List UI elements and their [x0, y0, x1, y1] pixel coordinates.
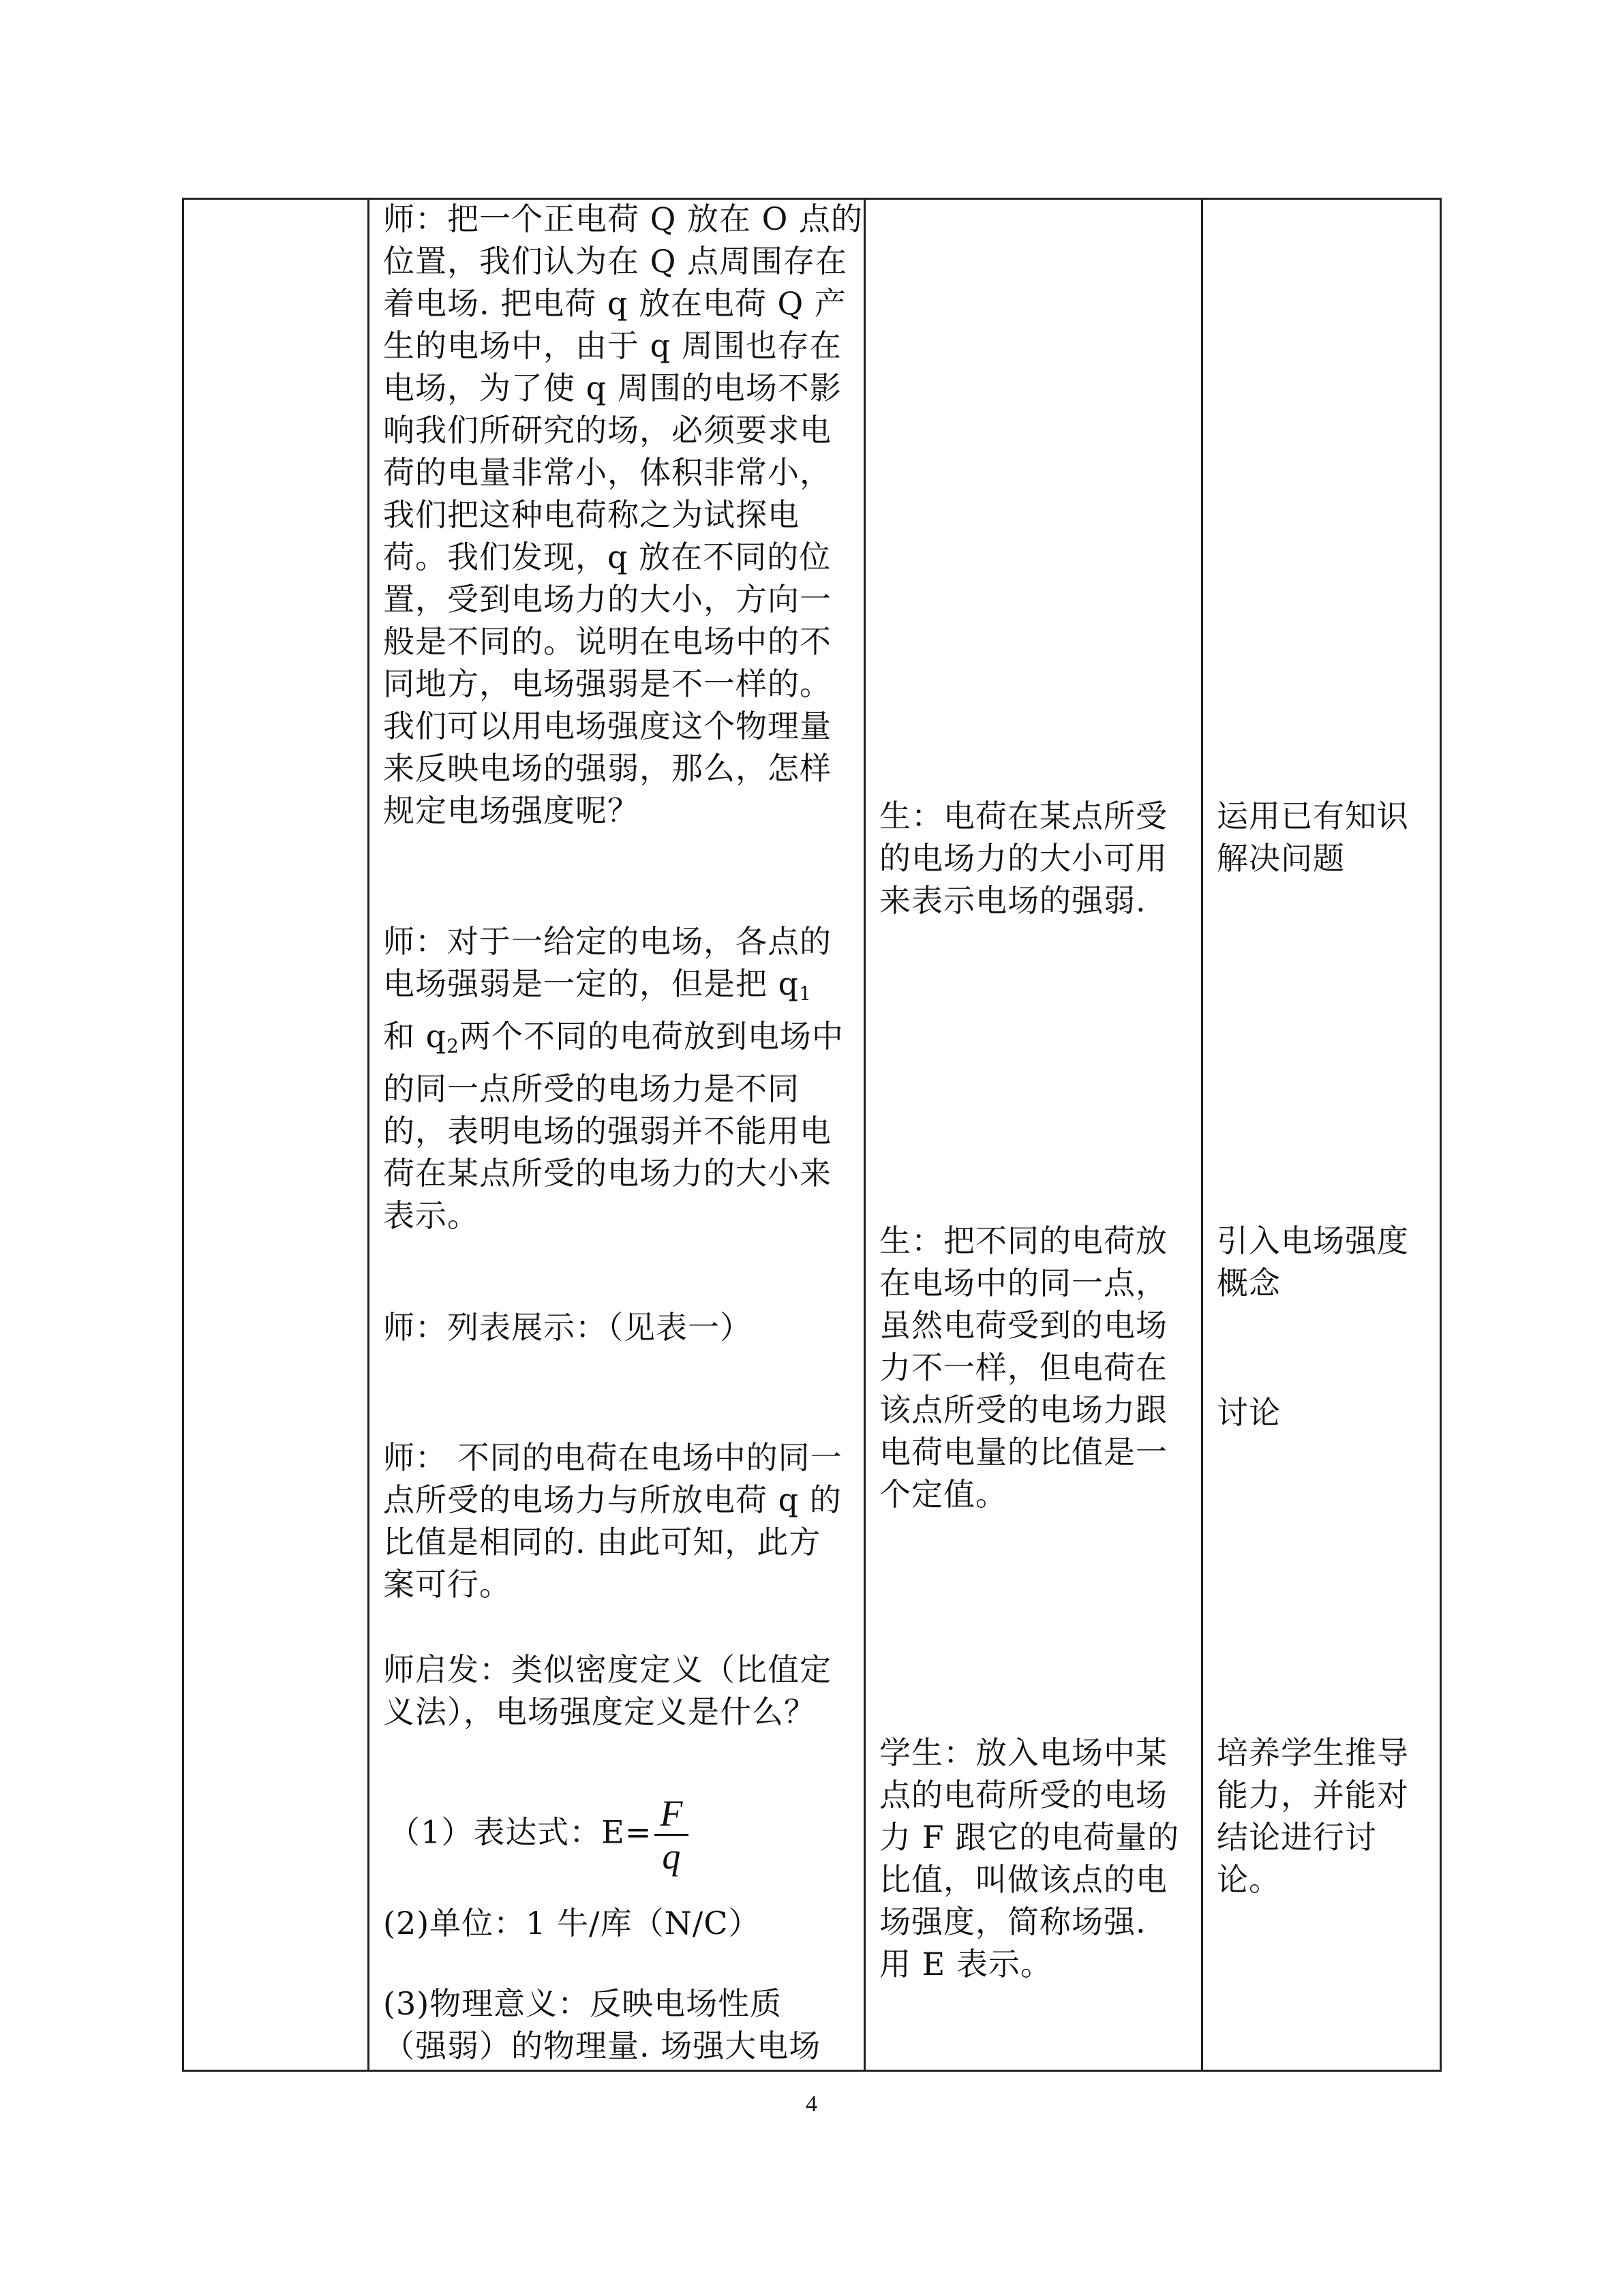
student-response-2	[879, 1220, 1168, 1515]
text-line: 荷在某点所受的电场力的大小来	[383, 1155, 832, 1192]
text-line: 生：电荷在某点所受	[879, 798, 1168, 834]
text-line: 师：把一个正电荷 Q 放在 O 点的	[383, 200, 863, 237]
teacher-prompt-paragraph	[383, 1648, 832, 1733]
fraction-numerator: F	[654, 1793, 688, 1836]
text-line: 论。	[1217, 1861, 1281, 1898]
text-line: 概念	[1217, 1265, 1281, 1301]
text-line: 力不一样，但电荷在	[879, 1349, 1168, 1386]
text-line: 该点所受的电场力跟	[879, 1391, 1168, 1428]
text-line: 点所受的电场力与所放电荷 q 的	[383, 1481, 842, 1518]
fraction-denominator: q	[662, 1836, 682, 1877]
text-line: 解决问题	[1217, 840, 1345, 877]
text-line: 来反映电场的强弱，那么，怎样	[383, 750, 832, 787]
subscript: 1	[799, 982, 812, 1005]
text-line: (3)物理意义：反映电场性质	[383, 1985, 783, 2022]
text-span: 和 q	[383, 1018, 447, 1055]
teacher-explanation-paragraph	[383, 920, 844, 1237]
intent-note-1	[1217, 795, 1409, 879]
formula-expression	[389, 1793, 688, 1877]
intent-note-4	[1217, 1732, 1409, 1901]
text-line: 着电场. 把电荷 q 放在电荷 Q 产	[383, 285, 847, 322]
text-line: 生：把不同的电荷放	[879, 1222, 1168, 1259]
text-line: 的电场力的大小可用	[879, 840, 1168, 877]
text-line: 电场，为了使 q 周围的电场不影	[383, 369, 842, 406]
text-line: 表示。	[383, 1197, 479, 1234]
text-line: 虽然电荷受到的电场	[879, 1307, 1168, 1344]
text-line: 电荷电量的比值是一	[879, 1434, 1168, 1470]
text-line: 点的电荷所受的电场	[879, 1777, 1168, 1813]
text-line: 能力，并能对	[1217, 1777, 1409, 1813]
text-line	[389, 1793, 688, 1877]
text-line: 我们把这种电荷称之为试探电	[383, 496, 800, 533]
text-line: 结论进行讨	[1217, 1819, 1377, 1856]
text-line: 在电场中的同一点，	[879, 1265, 1168, 1301]
text-line: 位置，我们认为在 Q 点周围存在	[383, 243, 847, 280]
column-divider	[367, 200, 369, 2070]
text-line: 荷。我们发现，q 放在不同的位	[383, 539, 832, 575]
text-line: 来表示电场的强弱.	[879, 882, 1147, 919]
text-line	[383, 963, 844, 1015]
text-line: 置，受到电场力的大小，方向一	[383, 581, 832, 618]
text-line: 比值，叫做该点的电	[879, 1861, 1168, 1898]
text-line: 师：对于一给定的电场，各点的	[383, 923, 832, 960]
text-line: 生的电场中，由于 q 周围也存在	[383, 327, 842, 364]
text-line: 的，表明电场的强弱并不能用电	[383, 1113, 832, 1149]
text-line: 规定电场强度呢？	[383, 792, 639, 829]
text-line: (2)单位：1 牛/库（N/C）	[383, 1905, 761, 1942]
text-line: 师启发：类似密度定义（比值定	[383, 1651, 832, 1688]
text-line: 比值是相同的. 由此可知，此方	[383, 1524, 821, 1560]
text-line: 案可行。	[383, 1566, 511, 1603]
text-line: 同地方，电场强弱是不一样的。	[383, 665, 832, 702]
text-line: 学生：放入电场中某	[879, 1734, 1168, 1771]
column-divider	[864, 200, 866, 2070]
text-line: 义法），电场强度定义是什么？	[383, 1693, 816, 1730]
text-line: 用 E 表示。	[879, 1946, 1052, 1982]
text-line: 响我们所研究的场，必须要求电	[383, 412, 832, 449]
text-line: 般是不同的。说明在电场中的不	[383, 623, 832, 660]
teacher-intro-paragraph	[383, 198, 863, 832]
subscript: 2	[446, 1035, 459, 1057]
intent-note-3	[1217, 1391, 1281, 1434]
text-line: 运用已有知识	[1217, 798, 1409, 834]
text-line	[383, 1015, 844, 1068]
physical-meaning-paragraph	[383, 1982, 821, 2067]
text-line: 师： 不同的电荷在电场中的同一	[383, 1439, 843, 1476]
student-response-1	[879, 795, 1168, 922]
page-number: 4	[806, 2091, 817, 2117]
text-line: （强弱）的物理量. 场强大电场	[383, 2027, 821, 2064]
intent-note-2	[1217, 1220, 1409, 1304]
text-line: 力 F 跟它的电荷量的	[879, 1819, 1180, 1856]
teacher-conclusion-paragraph	[383, 1436, 843, 1605]
column-divider	[1201, 200, 1203, 2070]
fraction	[654, 1793, 688, 1877]
teacher-table-reference	[383, 1306, 752, 1348]
text-span: 电场强弱是一定的，但是把 q	[383, 965, 800, 1002]
text-line: 荷的电量非常小，体积非常小，	[383, 454, 832, 491]
text-line: 培养学生推导	[1217, 1734, 1409, 1771]
unit-line	[383, 1902, 761, 1944]
text-line: 师：列表展示：（见表一）	[383, 1309, 752, 1346]
student-response-3	[879, 1732, 1179, 1985]
text-line: 场强度，简称场强.	[879, 1903, 1147, 1940]
formula-label: （1）表达式：E=	[389, 1813, 652, 1851]
text-line: 个定值。	[879, 1476, 1007, 1513]
text-line: 的同一点所受的电场力是不同	[383, 1070, 800, 1107]
text-line: 我们可以用电场强度这个物理量	[383, 708, 832, 744]
text-line: 讨论	[1217, 1394, 1281, 1431]
text-line: 引入电场强度	[1217, 1222, 1409, 1259]
text-span: 两个不同的电荷放到电场中	[459, 1018, 844, 1055]
